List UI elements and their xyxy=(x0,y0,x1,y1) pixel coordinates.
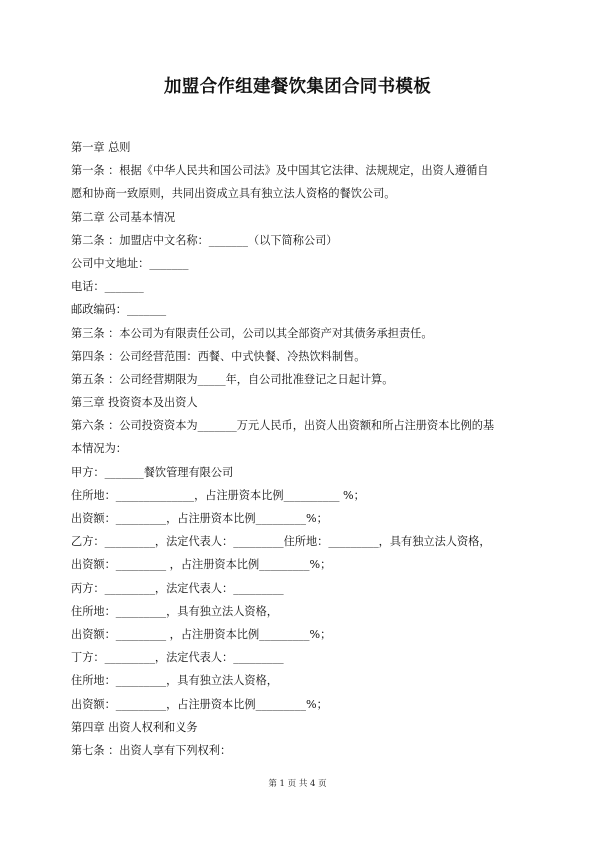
chapter-heading: 第四章 出资人权利和义务 xyxy=(71,720,198,734)
chapter-heading: 第二章 公司基本情况 xyxy=(71,210,176,224)
article-line: 住所地：______________，占注册资本比例__________ %； xyxy=(71,488,365,502)
article-line: 第一条 ：根据《中华人民共和国公司法》及中国其它法律、法规规定，出资人遵循自 xyxy=(71,164,489,178)
chapter-heading: 第三章 投资资本及出资人 xyxy=(71,396,198,410)
article-line: 第三条 ：本公司为有限责任公司，公司以其全部资产对其债务承担责任。 xyxy=(71,326,433,340)
article-line: 甲方：_______餐饮管理有限公司 xyxy=(71,465,234,479)
article-line: 邮政编码：_______ xyxy=(71,303,167,317)
page-footer: 第 1 页 共 4 页 xyxy=(268,779,327,789)
article-line: 出资额：_________ ，占注册资本比例_________%； xyxy=(71,627,332,641)
document-body xyxy=(71,136,531,762)
document-title: 加盟合作组建餐饮集团合同书模板 xyxy=(164,77,431,97)
article-line: 第五条 ：公司经营期限为_____年，自公司批准登记之日起计算。 xyxy=(71,372,394,386)
article-line: 住所地：_________，具有独立法人资格， xyxy=(71,604,278,618)
article-line: 第二条 ：加盟店中文名称：_______（以下简称公司） xyxy=(71,233,338,247)
chapter-heading: 第一章 总则 xyxy=(71,141,131,154)
article-line: 丁方：_________，法定代表人：_________ xyxy=(71,651,284,665)
article-line: 第七条 ：出资人享有下列权利： xyxy=(71,743,232,757)
article-line: 出资额：_________，占注册资本比例_________%； xyxy=(71,697,328,711)
article-line: 乙方：_________，法定代表人：_________住所地：_________，具有独立法人资格， xyxy=(71,535,491,549)
article-line: 出资额：_________ ，占注册资本比例_________%； xyxy=(71,558,332,572)
article-line: 出资额：_________，占注册资本比例_________%； xyxy=(71,512,328,525)
article-line: 第四条 ：公司经营范围：西餐、中式快餐、冷热饮料制售。 xyxy=(71,349,366,363)
article-line: 本情况为： xyxy=(71,442,127,456)
article-line: 电话：_______ xyxy=(71,280,144,294)
article-line: 住所地：_________，具有独立法人资格， xyxy=(71,674,278,688)
article-line: 公司中文地址：_______ xyxy=(71,256,189,270)
article-line: 愿和协商一致原则，共同出资成立具有独立法人资格的餐饮公司。 xyxy=(71,187,396,201)
article-line: 丙方：_________，法定代表人：_________ xyxy=(71,581,284,595)
article-line: 第六条 ：公司投资资本为_______万元人民币，出资人出资额和所占注册资本比例的基 xyxy=(71,419,495,433)
